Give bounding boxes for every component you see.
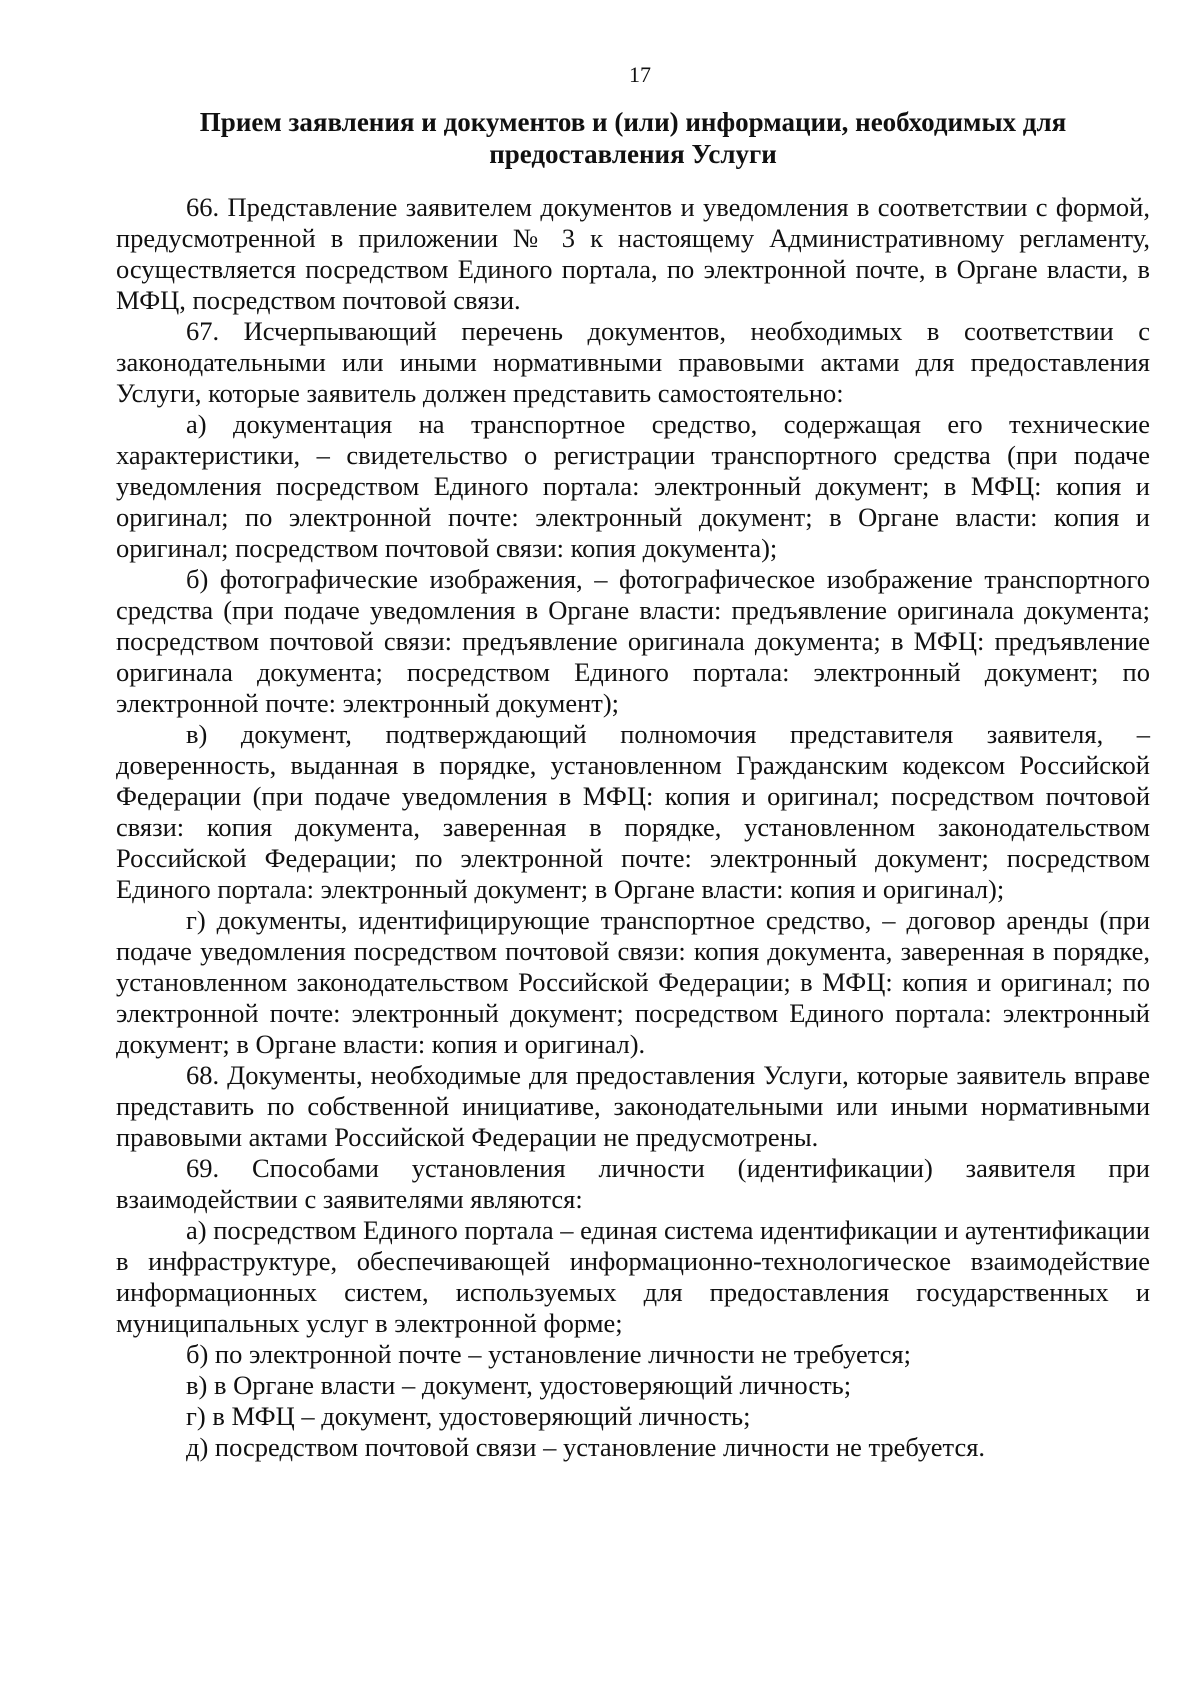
list-item-67-a: а) документация на транспортное средство, содержащая его технические характеристики, – свидетельство о регистрации транспортного средства (при подаче уведомления посредством Единого портала: электронный документ; в МФЦ: копия и оригинал; по электронной почте: электронный документ; в Органе власти: копия и оригинал; посредством почтовой связи: копия документа); [116, 409, 1150, 563]
paragraph-68: 68. Документы, необходимые для предоставления Услуги, которые заявитель вправе представить по собственной инициативе, законодательными или иными нормативными правовыми актами Российской Федерации не предусмотрены. [116, 1060, 1150, 1152]
list-item-67-v: в) документ, подтверждающий полномочия представителя заявителя, – доверенность, выданная в порядке, установленном Гражданским кодексом Российской Федерации (при подаче уведомления в МФЦ: копия и оригинал; посредством почтовой связи: копия документа, заверенная в порядке, установленном законодательством Российской Федерации; по электронной почте: электронный документ; посредством Единого портала: электронный документ; в Органе власти: копия и оригинал); [116, 719, 1150, 904]
list-item-67-b: б) фотографические изображения, – фотографическое изображение транспортного средства (при подаче уведомления в Органе власти: предъявление оригинала документа; посредством почтовой связи: предъявление оригинала документа; в МФЦ: предъявление оригинала документа; посредством Единого портала: электронный документ; по электронной почте: электронный документ); [116, 564, 1150, 718]
document-page [116, 62, 1150, 1463]
list-item-69-g: г) в МФЦ – документ, удостоверяющий личность; [186, 1401, 751, 1431]
paragraph-67: 67. Исчерпывающий перечень документов, необходимых в соответствии с законодательными или иными нормативными правовыми актами для предоставления Услуги, которые заявитель должен представить самостоятельно: [116, 316, 1150, 408]
page-number: 17 [629, 62, 651, 87]
paragraph-69: 69. Способами установления личности (идентификации) заявителя при взаимодействии с заявителями являются: [116, 1153, 1150, 1214]
list-item-69-d: д) посредством почтовой связи – установление личности не требуется. [186, 1432, 986, 1462]
paragraph-66: 66. Представление заявителем документов и уведомления в соответствии с формой, предусмотренной в приложении № 3 к настоящему Административному регламенту, осуществляется посредством Единого портала, по электронной почте, в Органе власти, в МФЦ, посредством почтовой связи. [116, 192, 1150, 315]
list-item-69-a: а) посредством Единого портала – единая система идентификации и аутентификации в инфраструктуре, обеспечивающей информационно-технологическое взаимодействие информационных систем, используемых для предоставления государственных и муниципальных услуг в электронной форме; [116, 1215, 1150, 1338]
list-item-69-b: б) по электронной почте – установление личности не требуется; [186, 1339, 911, 1369]
section-heading: Прием заявления и документов и (или) информации, необходимых для предоставления Услуги [199, 107, 1067, 169]
list-item-67-g: г) документы, идентифицирующие транспортное средство, – договор аренды (при подаче уведомления посредством почтовой связи: копия документа, заверенная в порядке, установленном законодательством Российской Федерации; в МФЦ: копия и оригинал; по электронной почте: электронный документ; посредством Единого портала: электронный документ; в Органе власти: копия и оригинал). [116, 905, 1150, 1059]
list-item-69-v: в) в Органе власти – документ, удостоверяющий личность; [186, 1370, 852, 1400]
